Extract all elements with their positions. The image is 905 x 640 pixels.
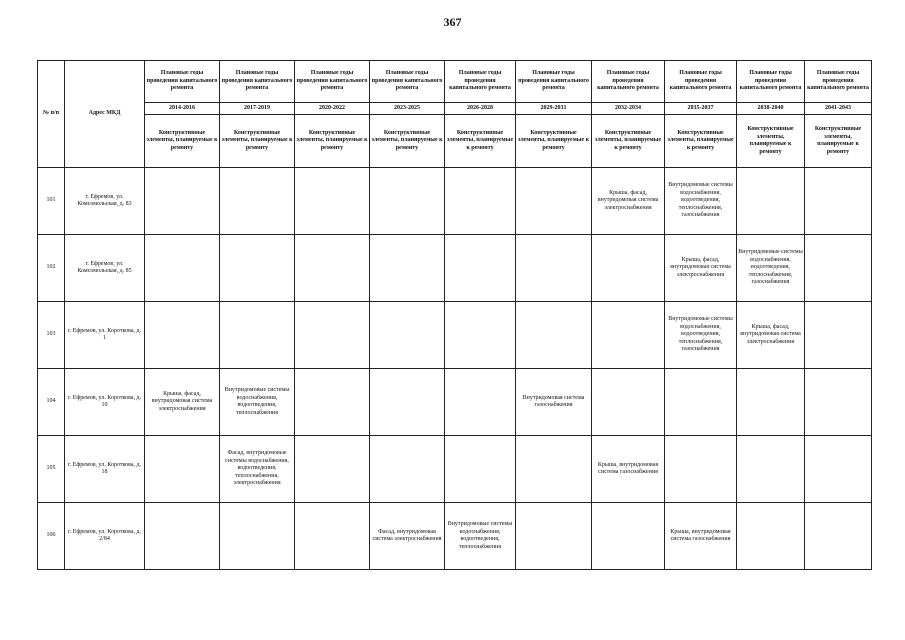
table-row <box>38 436 872 503</box>
repair-cell <box>516 302 592 369</box>
repair-cell: Крыша, внутридомовая система газоснабжения <box>665 503 737 570</box>
header-address: Адрес МКД <box>65 61 145 168</box>
page-number: 367 <box>443 15 462 29</box>
table-row <box>38 369 872 436</box>
repair-cell: Крыша, фасад, внутридомовая система электроснабжения <box>737 302 805 369</box>
header-elements: Конструктивные элементы, планируемые к ремонту <box>145 115 220 168</box>
repair-cell: Крыша, внутридомовая система газоснабжения <box>592 436 665 503</box>
header-planned-years: Плановые годы проведения капитального ремонта <box>220 61 295 103</box>
row-address: г. Ефремов, ул. Короткова, д. 1 <box>65 302 145 369</box>
repair-cell <box>445 168 516 235</box>
repair-cell: Фасад, внутридомовая система электроснабжения <box>370 503 445 570</box>
repair-cell <box>220 168 295 235</box>
repair-cell <box>220 235 295 302</box>
header-planned-years: Плановые годы проведения капитального ремонта <box>665 61 737 103</box>
repair-cell <box>592 302 665 369</box>
repair-cell <box>145 436 220 503</box>
header-period: 2026-2028 <box>445 103 516 115</box>
capital-repair-table <box>37 60 872 570</box>
row-address: г. Ефремов, ул. Короткова, д. 10 <box>65 369 145 436</box>
header-elements: Конструктивные элементы, планируемые к ремонту <box>737 115 805 168</box>
repair-cell <box>295 235 370 302</box>
header-period: 2032-2034 <box>592 103 665 115</box>
repair-cell <box>445 302 516 369</box>
repair-cell: Крыша, фасад, внутридомовая система электроснабжения <box>665 235 737 302</box>
repair-cell <box>737 369 805 436</box>
repair-cell <box>592 369 665 436</box>
header-planned-years: Плановые годы проведения капитального ремонта <box>516 61 592 103</box>
repair-cell <box>805 302 872 369</box>
repair-cell <box>445 436 516 503</box>
header-elements: Конструктивные элементы, планируемые к ремонту <box>665 115 737 168</box>
header-period: 2017-2019 <box>220 103 295 115</box>
table-row <box>38 302 872 369</box>
repair-cell: Крыша, фасад, внутридомовая система электроснабжения <box>592 168 665 235</box>
row-number: 105 <box>38 436 65 503</box>
header-planned-years: Плановые годы проведения капитального ремонта <box>737 61 805 103</box>
header-planned-years: Плановые годы проведения капитального ремонта <box>445 61 516 103</box>
row-address: г. Ефремов, ул. Короткова, д. 18 <box>65 436 145 503</box>
header-period: 2038-2040 <box>737 103 805 115</box>
repair-cell <box>805 369 872 436</box>
repair-cell: Внутридомовая система газоснабжения <box>516 369 592 436</box>
repair-cell <box>370 302 445 369</box>
repair-cell <box>295 302 370 369</box>
repair-cell: Внутридомовые системы водоснабжения, водоотведения, теплоснабжения <box>220 369 295 436</box>
repair-cell <box>370 235 445 302</box>
header-elements: Конструктивные элементы, планируемые к ремонту <box>592 115 665 168</box>
repair-cell <box>665 436 737 503</box>
repair-cell <box>145 235 220 302</box>
header-period: 2020-2022 <box>295 103 370 115</box>
header-period: 2035-2037 <box>665 103 737 115</box>
repair-cell <box>445 235 516 302</box>
header-num: № п/п <box>38 61 65 168</box>
repair-cell: Внутридомовые системы водоснабжения, водоотведения, теплоснабжения, газоснабжения <box>737 235 805 302</box>
header-elements: Конструктивные элементы, планируемые к ремонту <box>805 115 872 168</box>
row-number: 104 <box>38 369 65 436</box>
header-elements: Конструктивные элементы, планируемые к ремонту <box>220 115 295 168</box>
table-row <box>38 168 872 235</box>
repair-cell <box>737 436 805 503</box>
repair-cell <box>516 168 592 235</box>
repair-cell: Крыша, фасад, внутридомовая система электроснабжения <box>145 369 220 436</box>
repair-cell <box>220 503 295 570</box>
repair-cell <box>805 503 872 570</box>
repair-cell <box>370 369 445 436</box>
header-planned-years: Плановые годы проведения капитального ремонта <box>805 61 872 103</box>
repair-cell <box>145 503 220 570</box>
table-row <box>38 235 872 302</box>
header-period: 2041-2043 <box>805 103 872 115</box>
header-elements: Конструктивные элементы, планируемые к ремонту <box>445 115 516 168</box>
header-period: 2029-2031 <box>516 103 592 115</box>
repair-cell: Внутридомовые системы водоснабжения, водоотведения, теплоснабжения <box>445 503 516 570</box>
repair-cell <box>370 168 445 235</box>
repair-cell <box>295 369 370 436</box>
repair-cell <box>295 436 370 503</box>
header-planned-years: Плановые годы проведения капитального ремонта <box>295 61 370 103</box>
repair-cell: Фасад, внутридомовые системы водоснабжения, водоотведения, теплоснабжения, электроснабжения <box>220 436 295 503</box>
repair-cell <box>592 235 665 302</box>
table-row <box>38 503 872 570</box>
repair-cell <box>145 302 220 369</box>
repair-cell <box>445 369 516 436</box>
header-elements: Конструктивные элементы, планируемые к ремонту <box>516 115 592 168</box>
repair-cell: Внутридомовые системы водоснабжения, водоотведения, теплоснабжения, газоснабжения <box>665 302 737 369</box>
header-elements: Конструктивные элементы, планируемые к ремонту <box>295 115 370 168</box>
row-number: 103 <box>38 302 65 369</box>
repair-cell: Внутридомовые системы водоснабжения, водоотведения, теплоснабжения, газоснабжения <box>665 168 737 235</box>
repair-cell <box>805 235 872 302</box>
header-period: 2023-2025 <box>370 103 445 115</box>
repair-cell <box>145 168 220 235</box>
row-address: г. Ефремов, ул. Комсомольская, д. 83 <box>65 168 145 235</box>
row-number: 106 <box>38 503 65 570</box>
repair-cell <box>516 503 592 570</box>
header-planned-years: Плановые годы проведения капитального ремонта <box>592 61 665 103</box>
repair-cell <box>665 369 737 436</box>
repair-cell <box>516 235 592 302</box>
header-elements: Конструктивные элементы, планируемые к ремонту <box>370 115 445 168</box>
repair-cell <box>737 168 805 235</box>
header-period: 2014-2016 <box>145 103 220 115</box>
repair-cell <box>220 302 295 369</box>
repair-cell <box>805 436 872 503</box>
repair-cell <box>370 436 445 503</box>
row-number: 101 <box>38 168 65 235</box>
header-planned-years: Плановые годы проведения капитального ремонта <box>145 61 220 103</box>
repair-cell <box>295 168 370 235</box>
row-address: г. Ефремов, ул. Короткова, д. 2/84 <box>65 503 145 570</box>
repair-cell <box>737 503 805 570</box>
row-address: г. Ефремов, ул. Комсомольская, д. 85 <box>65 235 145 302</box>
repair-cell <box>295 503 370 570</box>
repair-cell <box>592 503 665 570</box>
row-number: 102 <box>38 235 65 302</box>
header-planned-years: Плановые годы проведения капитального ремонта <box>370 61 445 103</box>
repair-cell <box>516 436 592 503</box>
repair-cell <box>805 168 872 235</box>
